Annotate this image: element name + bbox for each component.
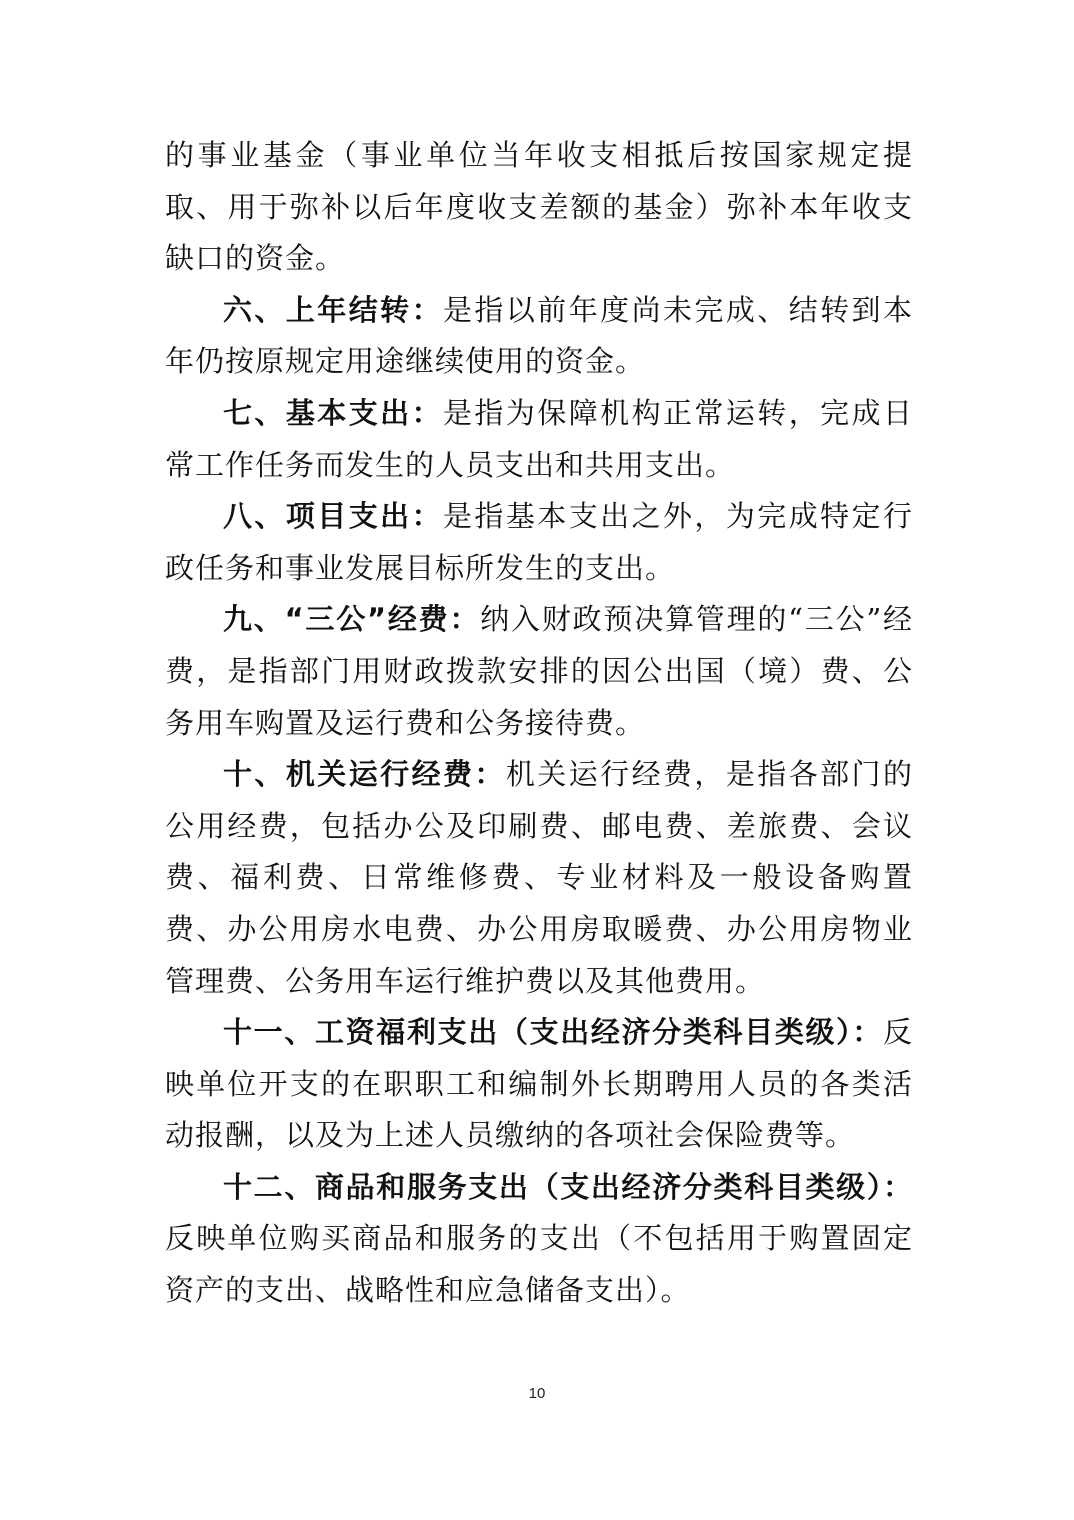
paragraph-continuation [165,130,913,285]
paragraph-text: 的事业基金（事业单位当年收支相抵后按国家规定提取、用于弥补以后年度收支差额的基金）弥补本年收支缺口的资金。 [165,138,913,276]
paragraph-text: 反映单位购买商品和服务的支出（不包括用于购置固定资产的支出、战略性和应急储备支出）。 [165,1221,913,1308]
term-heading: 十一、工资福利支出（支出经济分类科目类级）： [223,1015,883,1050]
term-heading: 八、项目支出： [223,499,443,534]
term-heading: 六、上年结转： [223,292,443,327]
paragraph-prior-year-carryover [165,285,913,388]
term-heading: 十二、商品和服务支出（支出经济分类科目类级）： [223,1169,913,1204]
paragraph-text: 机关运行经费，是指各部门的公用经费，包括办公及印刷费、邮电费、差旅费、会议费、福利费、日常维修费、专业材料及一般设备购置费、办公用房水电费、办公用房取暖费、办公用房物业管理费、公务用车运行维护费以及其他费用。 [165,757,913,998]
term-heading: 七、基本支出： [223,395,443,430]
paragraph-three-public-expenses [165,594,913,749]
paragraph-agency-operating-expenses [165,749,913,1007]
paragraph-basic-expenditure [165,388,913,491]
paragraph-text: 是指为保障机构正常运转，完成日常工作任务而发生的人员支出和共用支出。 [165,395,913,482]
document-body [165,130,913,1317]
paragraph-text: 反映单位开支的在职职工和编制外长期聘用人员的各类活动报酬，以及为上述人员缴纳的各项社会保险费等。 [165,1015,913,1153]
paragraph-text: 纳入财政预决算管理的“三公”经费，是指部门用财政拨款安排的因公出国（境）费、公务用车购置及运行费和公务接待费。 [165,602,913,740]
page-number: 10 [528,1385,546,1402]
term-heading: 九、“三公”经费： [223,602,481,637]
term-heading: 十、机关运行经费： [223,757,506,792]
paragraph-text: 是指以前年度尚未完成、结转到本年仍按原规定用途继续使用的资金。 [165,292,913,379]
paragraph-project-expenditure [165,491,913,594]
paragraph-goods-services-expenditure [165,1162,913,1317]
paragraph-wage-welfare-expenditure [165,1007,913,1162]
paragraph-text: 是指基本支出之外，为完成特定行政任务和事业发展目标所发生的支出。 [165,499,913,585]
